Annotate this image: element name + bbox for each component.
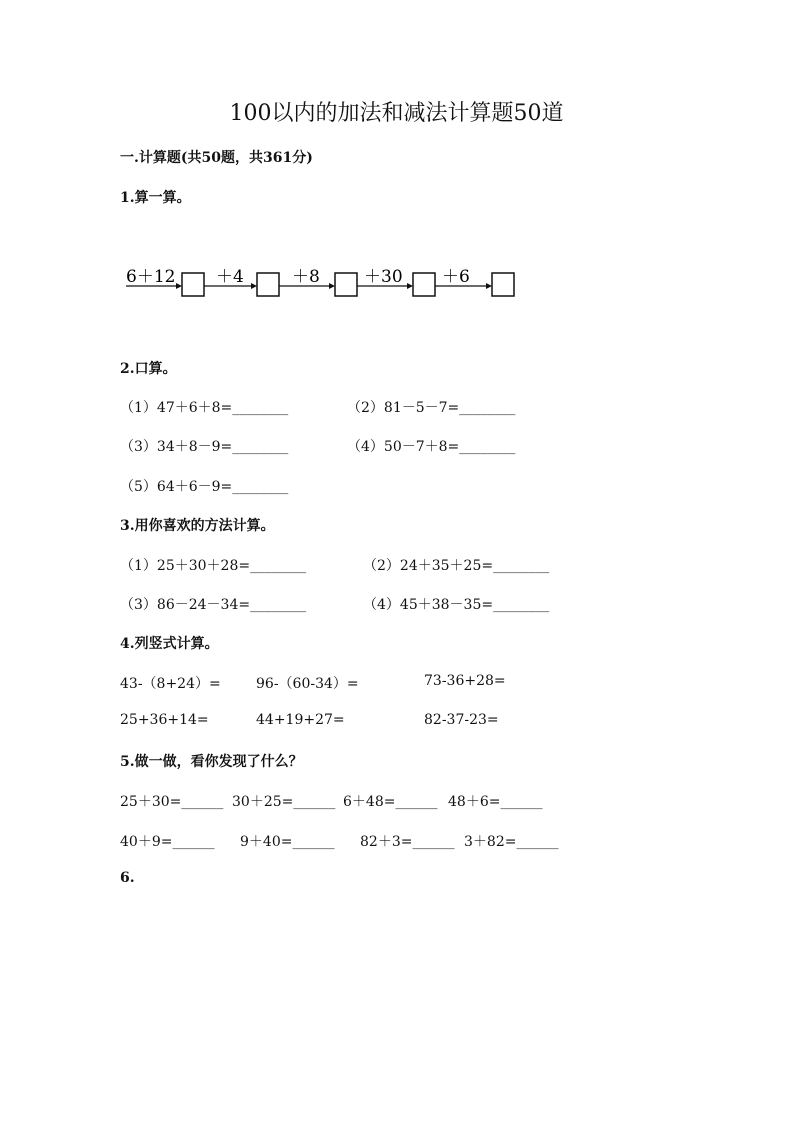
q5-item: 40＋9=______ — [120, 834, 215, 850]
q5-item: 82＋3=______ — [360, 834, 455, 850]
q2-item: （1）47＋6＋8=________ — [120, 400, 289, 416]
q5-item: 3＋82=______ — [464, 834, 559, 850]
chain-label-5: ＋6 — [442, 267, 470, 287]
q4-item: 44+19+27= — [256, 712, 345, 728]
answer-box-1[interactable] — [182, 273, 204, 296]
chain-label-4: ＋30 — [364, 267, 403, 287]
q1-heading: 1.算一算。 — [120, 190, 191, 206]
q2-item: （3）34＋8－9=________ — [120, 439, 289, 455]
answer-box-4[interactable] — [413, 273, 435, 296]
q5-item: 6＋48=______ — [343, 794, 438, 810]
q4-heading: 4.列竖式计算。 — [120, 636, 219, 652]
q1-arrow-chain — [124, 262, 524, 302]
q4-item: 43-（8+24）= — [120, 676, 221, 692]
q2-item: （4）50－7＋8=________ — [347, 439, 516, 455]
page-title: 100以内的加法和减法计算题50道 — [229, 101, 564, 126]
q2-item: （2）81－5－7=________ — [347, 400, 516, 416]
chain-label-3: ＋8 — [292, 267, 320, 287]
answer-box-2[interactable] — [257, 273, 279, 296]
q3-item: （2）24＋35＋25=________ — [363, 558, 550, 574]
answer-box-3[interactable] — [335, 273, 357, 296]
q3-item: （4）45＋38－35=________ — [363, 597, 550, 613]
q6-heading: 6. — [120, 870, 135, 886]
q5-heading: 5.做一做，看你发现了什么？ — [120, 754, 303, 770]
q4-item: 25+36+14= — [120, 712, 209, 728]
q3-item: （3）86－24－34=________ — [120, 597, 307, 613]
q5-item: 25＋30=______ — [120, 794, 224, 810]
answer-box-5[interactable] — [492, 273, 514, 296]
chain-label-1: 6＋12 — [126, 267, 176, 287]
q2-item: （5）64＋6－9=________ — [120, 479, 289, 495]
q3-item: （1）25＋30＋28=________ — [120, 558, 307, 574]
q2-heading: 2.口算。 — [120, 361, 177, 377]
q5-item: 48＋6=______ — [448, 794, 543, 810]
section-heading: 一.计算题(共50题，共361分) — [120, 150, 313, 166]
q5-item: 30＋25=______ — [232, 794, 336, 810]
q4-item: 96-（60-34）= — [256, 676, 359, 692]
q3-heading: 3.用你喜欢的方法计算。 — [120, 518, 275, 534]
q4-item: 82-37-23= — [424, 712, 499, 728]
q5-item: 9＋40=______ — [240, 834, 335, 850]
q4-item: 73-36+28= — [424, 673, 506, 689]
chain-label-2: ＋4 — [216, 267, 244, 287]
